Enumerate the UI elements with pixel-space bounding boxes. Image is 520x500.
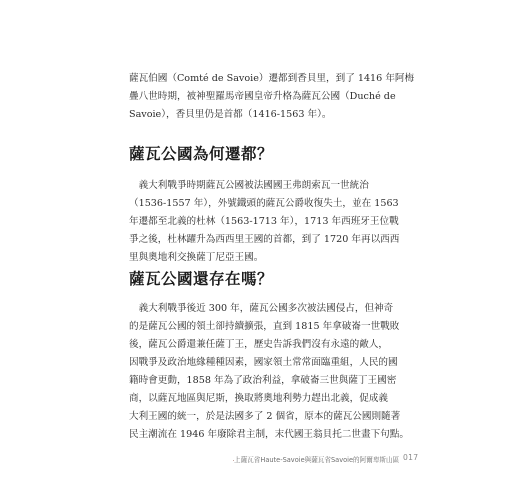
text-line: 民主潮流在 1946 年廢除君主制，末代國王翁貝托二世畫下句點。 (129, 429, 409, 440)
text-line: 籍時會更動，1858 年為了政治利益，拿破崙三世與薩丁王國密 (129, 375, 397, 386)
text-line: 的是薩瓦公國的領土卻持續擴張，直到 1815 年拿破崙一世戰敗 (129, 321, 400, 332)
text-line: 爭之後，杜林躍升為西西里王國的首都，到了 1720 年再以西西 (129, 234, 400, 245)
text-line: 里與奧地利交換薩丁尼亞王國。 (129, 252, 264, 263)
footer-caption: 上薩瓦省Haute-Savoie與薩瓦省Savoie的阿爾卑斯山區 (234, 454, 403, 464)
text-line: 薩瓦伯國（Comté de Savoie）遷都到香貝里，到了 1416 年阿梅 (129, 73, 415, 84)
paragraph-still-exists (129, 300, 409, 444)
text-line: 因戰爭及政治地緣種種因素，國家領土常常面臨重組，人民的國 (129, 357, 398, 368)
text-line: 義大利戰爭後近 300 年，薩瓦公國多次被法國侵占，但神奇 (129, 303, 394, 314)
text-line: Savoie），香貝里仍是首都（1416-1563 年）。 (129, 109, 332, 120)
text-line: （1536-1557 年），外號鐵頭的薩瓦公爵收復失土，並在 1563 (129, 198, 399, 209)
paragraph-capital-move (129, 177, 399, 267)
text-line: 後，薩瓦公爵還兼任薩丁王，歷史告訴我們沒有永遠的敵人， (129, 339, 389, 350)
text-line: 商，以薩瓦地區與尼斯，換取將奧地利勢力趕出北義，促成義 (129, 393, 389, 404)
section-heading-still-exists: 薩瓦公國還存在嗎？ (129, 269, 274, 288)
page-number: 017 (403, 453, 419, 462)
text-line: 大利王國的統一，於是法國多了 2 個省，原本的薩瓦公國則隨著 (129, 411, 401, 422)
section-heading-capital-move: 薩瓦公國為何遷都？ (129, 144, 274, 163)
text-line: 義大利戰爭時期薩瓦公國被法國國王弗朗索瓦一世統治 (129, 180, 369, 191)
page-footer (0, 454, 520, 466)
text-line: 年遷都至北義的杜林（1563-1713 年），1713 年西班牙王位戰 (129, 216, 399, 227)
paragraph-intro (129, 70, 415, 124)
text-line: 疊八世時期，被神聖羅馬帝國皇帝升格為薩瓦公國（Duché de (129, 91, 396, 102)
